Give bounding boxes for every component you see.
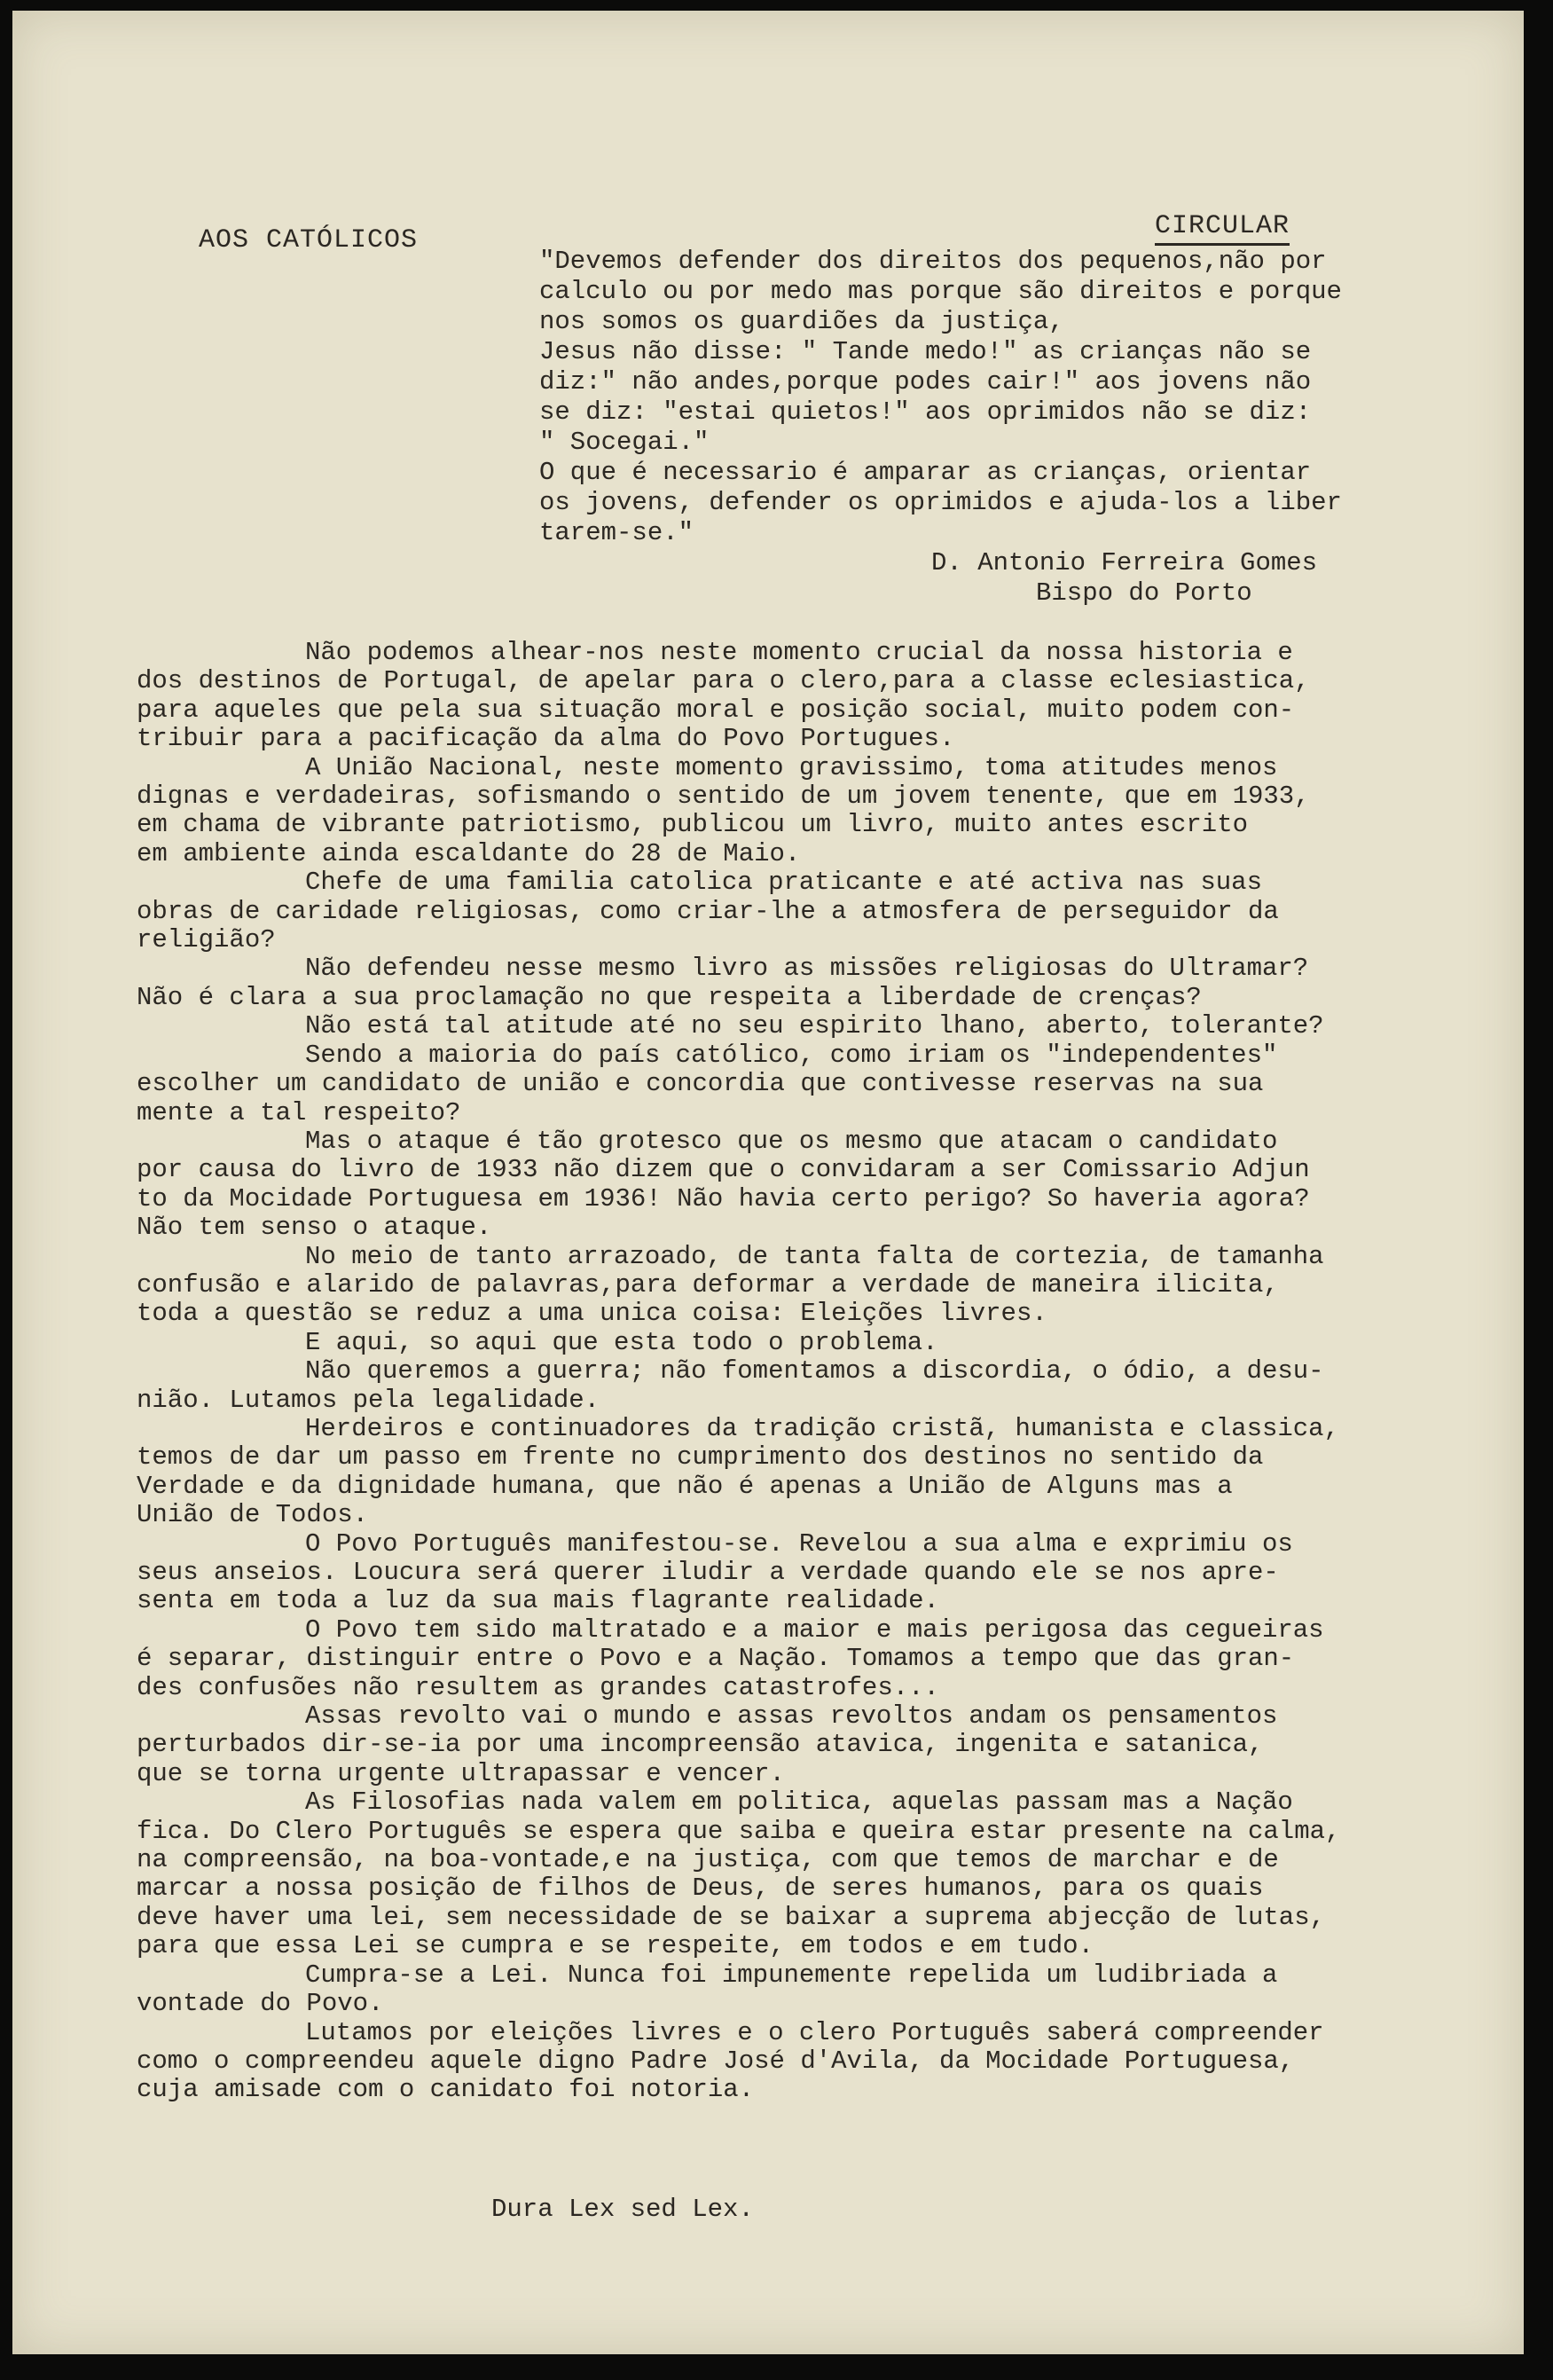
epigraph-line: os jovens, defender os oprimidos e ajuda-los a liber — [539, 488, 1342, 517]
body-line: como o compreendeu aquele digno Padre José d'Avila, da Mocidade Portuguesa, — [137, 2046, 1295, 2076]
body-line: para que essa Lei se cumpra e se respeite, em todos e em tudo. — [137, 1931, 1094, 1961]
body-line: A União Nacional, neste momento gravissimo, toma atitudes menos — [305, 752, 1278, 782]
body-line: perturbados dir-se-ia por uma incompreensão atavica, ingenita e satanica, — [137, 1730, 1264, 1760]
body-line: Não tem senso o ataque. — [137, 1213, 492, 1243]
letter-body — [137, 639, 1502, 2105]
epigraph-line: diz:" não andes,porque podes cair!" aos jovens não — [539, 367, 1312, 397]
body-line: Não defendeu nesse mesmo livro as missões religiosas do Ultramar? — [305, 954, 1309, 984]
closing-motto: Dura Lex sed Lex. — [491, 2195, 754, 2224]
epigraph-quote — [539, 247, 1488, 548]
body-line: cuja amisade com o canidato foi notoria. — [137, 2075, 755, 2105]
body-line: dignas e verdadeiras, sofismando o sentido de um jovem tenente, que em 1933, — [137, 782, 1310, 812]
circular-title: CIRCULAR — [1155, 211, 1290, 246]
body-line: marcar a nossa posição de filhos de Deus, de seres humanos, para os quais — [137, 1873, 1264, 1904]
body-line: Não é clara a sua proclamação no que respeita a liberdade de crenças? — [137, 982, 1202, 1012]
body-line: senta em toda a luz da sua mais flagrante realidade. — [137, 1586, 939, 1616]
body-line: Sendo a maioria do país católico, como iriam os "independentes" — [305, 1040, 1278, 1070]
body-line: Não está tal atitude até no seu espirito lhano, aberto, tolerante? — [305, 1011, 1324, 1041]
body-line: religião? — [137, 925, 276, 955]
body-line: Lutamos por eleições livres e o clero Português saberá compreender — [305, 2017, 1324, 2047]
body-line: União de Todos. — [137, 1500, 369, 1530]
body-line: confusão e alarido de palavras,para deformar a verdade de maneira ilicita, — [137, 1269, 1279, 1300]
body-line: vontade do Povo. — [137, 1989, 384, 2019]
body-line: As Filosofias nada valem em politica, aquelas passam mas a Nação — [305, 1787, 1293, 1818]
addressee-heading: AOS CATÓLICOS — [199, 225, 419, 255]
body-line: dos destinos de Portugal, de apelar para o clero,para a classe eclesiastica, — [137, 666, 1310, 696]
epigraph-line: nos somos os guardiões da justiça, — [539, 307, 1064, 336]
body-line: No meio de tanto arrazoado, de tanta falta de cortezia, de tamanha — [305, 1241, 1324, 1271]
body-line: Mas o ataque é tão grotesco que os mesmo que atacam o candidato — [305, 1126, 1278, 1156]
body-line: O Povo Português manifestou-se. Revelou a sua alma e exprimiu os — [305, 1528, 1293, 1559]
epigraph-line: "Devemos defender dos direitos dos pequenos,não por — [539, 247, 1327, 276]
body-line: deve haver uma lei, sem necessidade de se baixar a suprema abjecção de lutas, — [137, 1902, 1326, 1932]
body-line: toda a questão se reduz a uma unica coisa: Eleições livres. — [137, 1299, 1047, 1329]
signature-name: D. Antonio Ferreira Gomes — [931, 548, 1318, 577]
body-line: Não podemos alhear-nos neste momento crucial da nossa historia e — [305, 638, 1293, 667]
body-line: fica. Do Clero Português se espera que saiba e queira estar presente na calma, — [137, 1816, 1341, 1846]
body-line: obras de caridade religiosas, como criar-lhe a atmosfera de perseguidor da — [137, 896, 1279, 926]
body-line: to da Mocidade Portuguesa em 1936! Não havia certo perigo? So haveria agora? — [137, 1183, 1310, 1214]
body-line: O Povo tem sido maltratado e a maior e mais perigosa das cegueiras — [305, 1614, 1324, 1645]
body-line: para aqueles que pela sua situação moral e posição social, muito podem con- — [137, 695, 1295, 725]
epigraph-line: calculo ou por medo mas porque são direitos e porque — [539, 277, 1342, 306]
body-line: escolher um candidato de união e concordia que contivesse reservas na sua — [137, 1069, 1264, 1099]
signature-title: Bispo do Porto — [1036, 578, 1252, 608]
epigraph-line: O que é necessario é amparar as crianças, orientar — [539, 458, 1312, 487]
body-line: Chefe de uma familia catolica praticante e até activa nas suas — [305, 868, 1262, 898]
body-line: mente a tal respeito? — [137, 1097, 461, 1127]
body-line: em chama de vibrante patriotismo, publicou um livro, muito antes escrito — [137, 810, 1249, 840]
body-line: em ambiente ainda escaldante do 28 de Maio. — [137, 838, 801, 868]
body-line: que se torna urgente ultrapassar e vencer. — [137, 1758, 785, 1788]
body-line: seus anseios. Loucura será querer iludir a verdade quando ele se nos apre- — [137, 1558, 1279, 1587]
body-line: é separar, distinguir entre o Povo e a Nação. Tomamos a tempo que das gran- — [137, 1644, 1295, 1674]
body-line: na compreensão, na boa-vontade,e na justiça, com que temos de marchar e de — [137, 1845, 1279, 1875]
body-line: temos de dar um passo em frente no cumprimento dos destinos no sentido da — [137, 1442, 1264, 1473]
epigraph-line: Jesus não disse: " Tande medo!" as crianças não se — [539, 337, 1312, 366]
document-page — [12, 11, 1524, 2354]
body-line: por causa do livro de 1933 não dizem que o convidaram a ser Comissario Adjun — [137, 1155, 1310, 1185]
epigraph-line: se diz: "estai quietos!" aos oprimidos não se diz: — [539, 397, 1312, 427]
body-line: Assas revolto vai o mundo e assas revoltos andam os pensamentos — [305, 1701, 1278, 1732]
body-line: tribuir para a pacificação da alma do Povo Portugues. — [137, 724, 955, 754]
body-line: des confusões não resultem as grandes catastrofes... — [137, 1672, 939, 1702]
body-line: Herdeiros e continuadores da tradição cristã, humanista e classica, — [305, 1413, 1339, 1443]
body-line: Cumpra-se a Lei. Nunca foi impunemente repelida um ludibriada a — [305, 1960, 1278, 1990]
body-line: Verdade e da dignidade humana, que não é apenas a União de Alguns mas a — [137, 1471, 1233, 1501]
epigraph-line: tarem-se." — [539, 518, 694, 547]
epigraph-line: " Socegai." — [539, 428, 710, 457]
body-line: E aqui, so aqui que esta todo o problema. — [305, 1327, 938, 1357]
body-line: nião. Lutamos pela legalidade. — [137, 1385, 600, 1415]
body-line: Não queremos a guerra; não fomentamos a discordia, o ódio, a desu- — [305, 1356, 1324, 1386]
